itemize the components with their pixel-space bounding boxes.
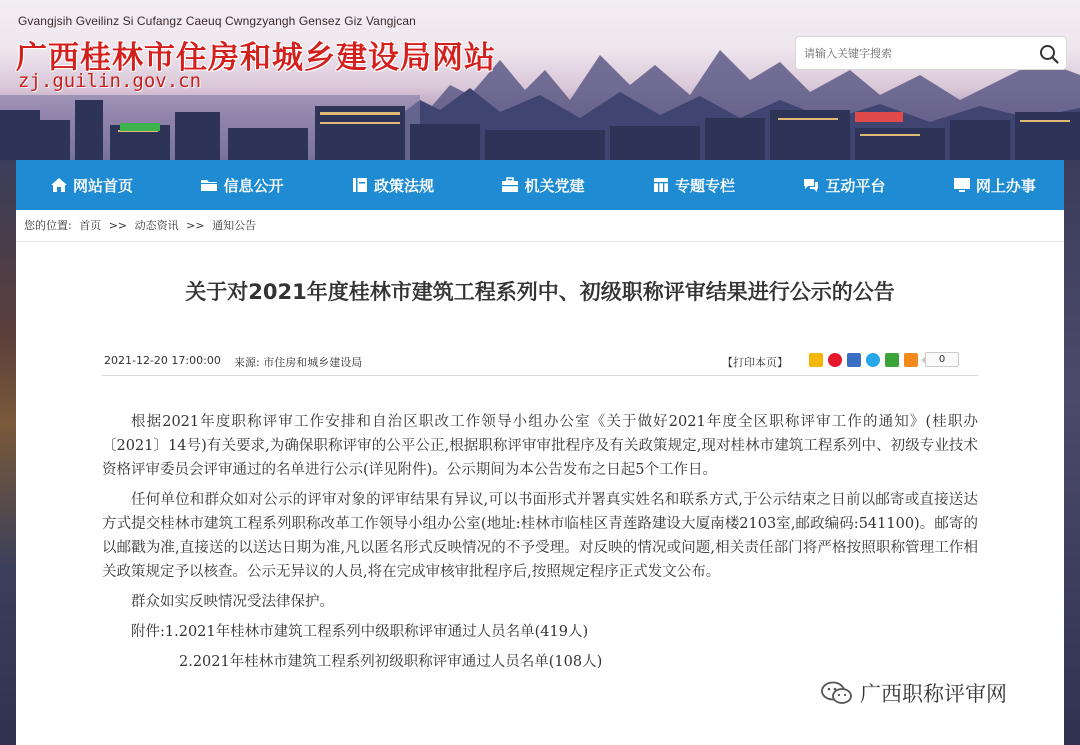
qq-share-icon[interactable]: [866, 353, 880, 367]
right-background: [1064, 160, 1080, 745]
site-domain: zj.guilin.gov.cn: [18, 70, 202, 92]
site-header: [0, 0, 1080, 160]
breadcrumb-item-home[interactable]: 首页: [79, 219, 102, 232]
nav-item-label: 政策法规: [373, 176, 434, 195]
left-background: [0, 160, 16, 745]
site-title[interactable]: 广西桂林市住房和城乡建设局网站: [16, 40, 496, 76]
nav-item-label: 网上办事: [975, 176, 1036, 195]
chat-icon: [802, 176, 820, 194]
publish-date: 2021-12-20 17:00:00: [104, 354, 221, 367]
breadcrumb-separator: >>: [108, 219, 128, 232]
breadcrumb-item-notices[interactable]: 通知公告: [212, 219, 257, 232]
nav-item-interaction[interactable]: [802, 175, 885, 196]
content-panel: [16, 210, 1064, 745]
watermark: [820, 678, 1007, 708]
breadcrumb-item-news[interactable]: 动态资讯: [134, 219, 179, 232]
watermark-text: 广西职称评审网: [860, 682, 1007, 706]
source-label: 来源:: [234, 356, 260, 369]
article-meta: [102, 346, 978, 376]
nav-item-policies[interactable]: [351, 175, 434, 196]
breadcrumb-prefix: 您的位置:: [24, 219, 72, 232]
qzone-share-icon[interactable]: [809, 353, 823, 367]
nav-item-label: 网站首页: [73, 176, 134, 195]
more-share-icon[interactable]: [904, 353, 918, 367]
print-page-link[interactable]: 【打印本页】: [722, 356, 788, 369]
search-icon[interactable]: [1038, 43, 1060, 65]
attachment-link[interactable]: 2.2021年桂林市建筑工程系列初级职称评审通过人员名单(108人): [179, 654, 603, 670]
briefcase-icon: [501, 176, 519, 194]
nav-item-label: 机关党建: [524, 176, 585, 195]
douban-share-icon[interactable]: [885, 353, 899, 367]
folder-icon: [200, 176, 218, 194]
wechat-icon: [820, 680, 854, 706]
source-value: 市住房和城乡建设局: [263, 356, 363, 369]
breadcrumb-separator: >>: [186, 219, 205, 232]
article-source: [234, 354, 362, 370]
article-paragraph: 任何单位和群众如对公示的评审对象的评审结果有异议,可以书面形式并署真实姓名和联系方式,于公示结束之日前以邮寄或直接送达方式提交桂林市建筑工程系列职称改革工作领导小组办公室(地址:桂林市临桂区青莲路建设大厦南楼2103室,邮政编码:541100)。邮寄的以邮戳为准,直接送的以送达日期为准,凡以匿名形式反映情况的不予受理。对反映的情况或问题,相关责任部门将严格按照职称管理工作相关政策规定予以核查。公示无异议的人员,将在完成审核审批程序后,按照规定程序正式发文公布。: [102, 492, 978, 580]
breadcrumb: [16, 210, 1064, 242]
renren-share-icon[interactable]: [847, 353, 861, 367]
nav-item-label: 专题专栏: [674, 176, 735, 195]
attachment-link[interactable]: 附件:1.2021年桂林市建筑工程系列中级职称评审通过人员名单(419人): [131, 624, 589, 640]
article-paragraph: 群众如实反映情况受法律保护。: [131, 594, 334, 610]
nav-item-home[interactable]: [50, 175, 133, 196]
monitor-icon: [953, 176, 971, 194]
site-pinyin-name: Gvangjsih Gveilinz Si Cufangz Caeuq Cwngzyangh Gensez Giz Vangjcan: [18, 14, 416, 28]
weibo-share-icon[interactable]: [828, 353, 842, 367]
article-body: [102, 410, 978, 680]
nav-item-info-disclosure[interactable]: [200, 175, 283, 196]
nav-item-special-topics[interactable]: [652, 175, 735, 196]
share-bar: [809, 352, 959, 367]
nav-item-party-building[interactable]: [501, 175, 584, 196]
nav-item-label: 信息公开: [223, 176, 284, 195]
home-icon: [50, 176, 68, 194]
article-title: 关于对2021年度桂林市建筑工程系列中、初级职称评审结果进行公示的公告: [185, 280, 895, 304]
share-count: 0: [925, 352, 959, 367]
nav-item-label: 互动平台: [825, 176, 886, 195]
article-paragraph: 根据2021年度职称评审工作安排和自治区职改工作领导小组办公室《关于做好2021年度全区职称评审工作的通知》(桂职办〔2021〕14号)有关要求,为确保职称评审的公平公正,根据职称评审审批程序及有关政策规定,现对桂林市建筑工程系列中、初级专业技术资格评审委员会评审通过的名单进行公示(详见附件)。公示期间为本公告发布之日起5个工作日。: [102, 414, 978, 478]
grid-icon: [652, 176, 670, 194]
main-nav: [16, 160, 1064, 210]
nav-item-online-services[interactable]: [953, 175, 1036, 196]
search-box: [795, 36, 1067, 70]
book-icon: [351, 176, 369, 194]
search-input[interactable]: [804, 42, 1024, 64]
